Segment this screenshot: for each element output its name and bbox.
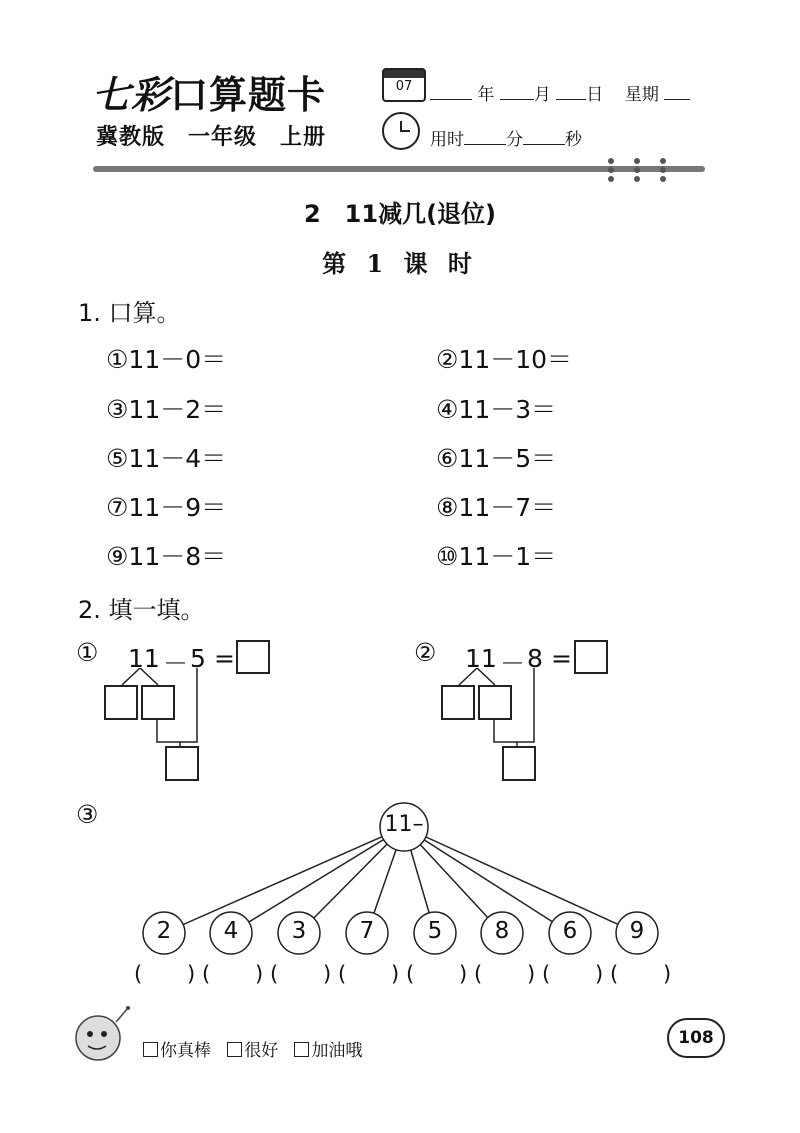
root-label: 11– — [384, 812, 424, 837]
part1-operand-a: 11 — [128, 644, 160, 673]
answer-paren-open: ( — [610, 962, 619, 986]
problem-item: ④11－3＝ — [436, 395, 557, 424]
week-label: 星期 — [624, 85, 659, 105]
part3-number: ③ — [76, 800, 99, 829]
rating-options — [143, 1036, 362, 1061]
leaf-label: 3 — [291, 918, 307, 944]
answer-paren-close: ) — [323, 962, 332, 986]
problem-item: ⑨11－8＝ — [106, 542, 227, 571]
answer-paren-open: ( — [474, 962, 483, 986]
edition-label: 冀教版 一年级 上册 — [96, 125, 327, 150]
leaf-label: 2 — [156, 918, 172, 944]
seconds-label: 秒 — [565, 130, 582, 150]
rating-option-great[interactable]: 你真棒 — [143, 1041, 211, 1061]
answer-paren-open: ( — [270, 962, 279, 986]
answer-paren-close: ) — [527, 962, 536, 986]
checkbox-icon — [227, 1042, 242, 1057]
lesson-title: 2 11减几(退位) — [303, 200, 497, 228]
part1-operator: － — [163, 649, 189, 678]
problem-item: ①11－0＝ — [106, 345, 227, 374]
brand-part2: 口算题卡 — [170, 72, 327, 117]
answer-paren-open: ( — [542, 962, 551, 986]
leaf-label: 5 — [427, 918, 443, 944]
answer-paren-close: ) — [391, 962, 400, 986]
answer-paren-close: ) — [187, 962, 196, 986]
leaf-label: 4 — [223, 918, 239, 944]
time-used-label: 用时 — [430, 130, 464, 150]
minutes-label: 分 — [506, 130, 523, 150]
problem-item: ⑩11－1＝ — [436, 542, 557, 571]
checkbox-icon — [294, 1042, 309, 1057]
problem-item: ⑥11－5＝ — [436, 444, 557, 473]
leaf-label: 9 — [629, 918, 645, 944]
calendar-day: 07 — [395, 79, 413, 94]
rating-option-keep-going[interactable]: 加油哦 — [294, 1041, 362, 1061]
part2-operand-a: 11 — [465, 644, 497, 673]
part2-operand-b: 8 — [527, 644, 543, 673]
problem-item: ⑦11－9＝ — [106, 493, 227, 522]
answer-paren-close: ) — [663, 962, 672, 986]
checkbox-icon — [143, 1042, 158, 1057]
year-label: 年 — [477, 85, 495, 105]
part2-operator: － — [500, 649, 526, 678]
rating-option-good[interactable]: 很好 — [227, 1041, 278, 1061]
problem-item: ⑤11－4＝ — [106, 444, 227, 473]
part2-equals: = — [551, 644, 572, 673]
day-label: 日 — [586, 85, 604, 105]
answer-paren-close: ) — [255, 962, 264, 986]
leaf-label: 8 — [494, 918, 510, 944]
page-number: 108 — [667, 1018, 725, 1058]
problem-item: ③11－2＝ — [106, 395, 227, 424]
problem-item: ②11－10＝ — [436, 345, 573, 374]
answer-paren-open: ( — [202, 962, 211, 986]
month-label: 月 — [533, 85, 551, 105]
part1-operand-b: 5 — [190, 644, 206, 673]
q2-label: 2. 填一填。 — [78, 596, 205, 624]
answer-paren-open: ( — [406, 962, 415, 986]
part1-number: ① — [76, 638, 99, 667]
part1-equals: = — [214, 644, 235, 673]
leaf-label: 6 — [562, 918, 578, 944]
answer-paren-close: ) — [459, 962, 468, 986]
q1-label: 1. 口算。 — [78, 299, 181, 327]
problem-item: ⑧11－7＝ — [436, 493, 557, 522]
answer-paren-open: ( — [134, 962, 143, 986]
part2-number: ② — [414, 638, 437, 667]
mascot-icon — [68, 1004, 134, 1070]
answer-paren-close: ) — [595, 962, 604, 986]
leaf-label: 7 — [359, 918, 375, 944]
lesson-subtitle: 第 1 课 时 — [322, 249, 478, 278]
brand-part1: 七彩 — [92, 72, 171, 117]
answer-paren-open: ( — [338, 962, 347, 986]
